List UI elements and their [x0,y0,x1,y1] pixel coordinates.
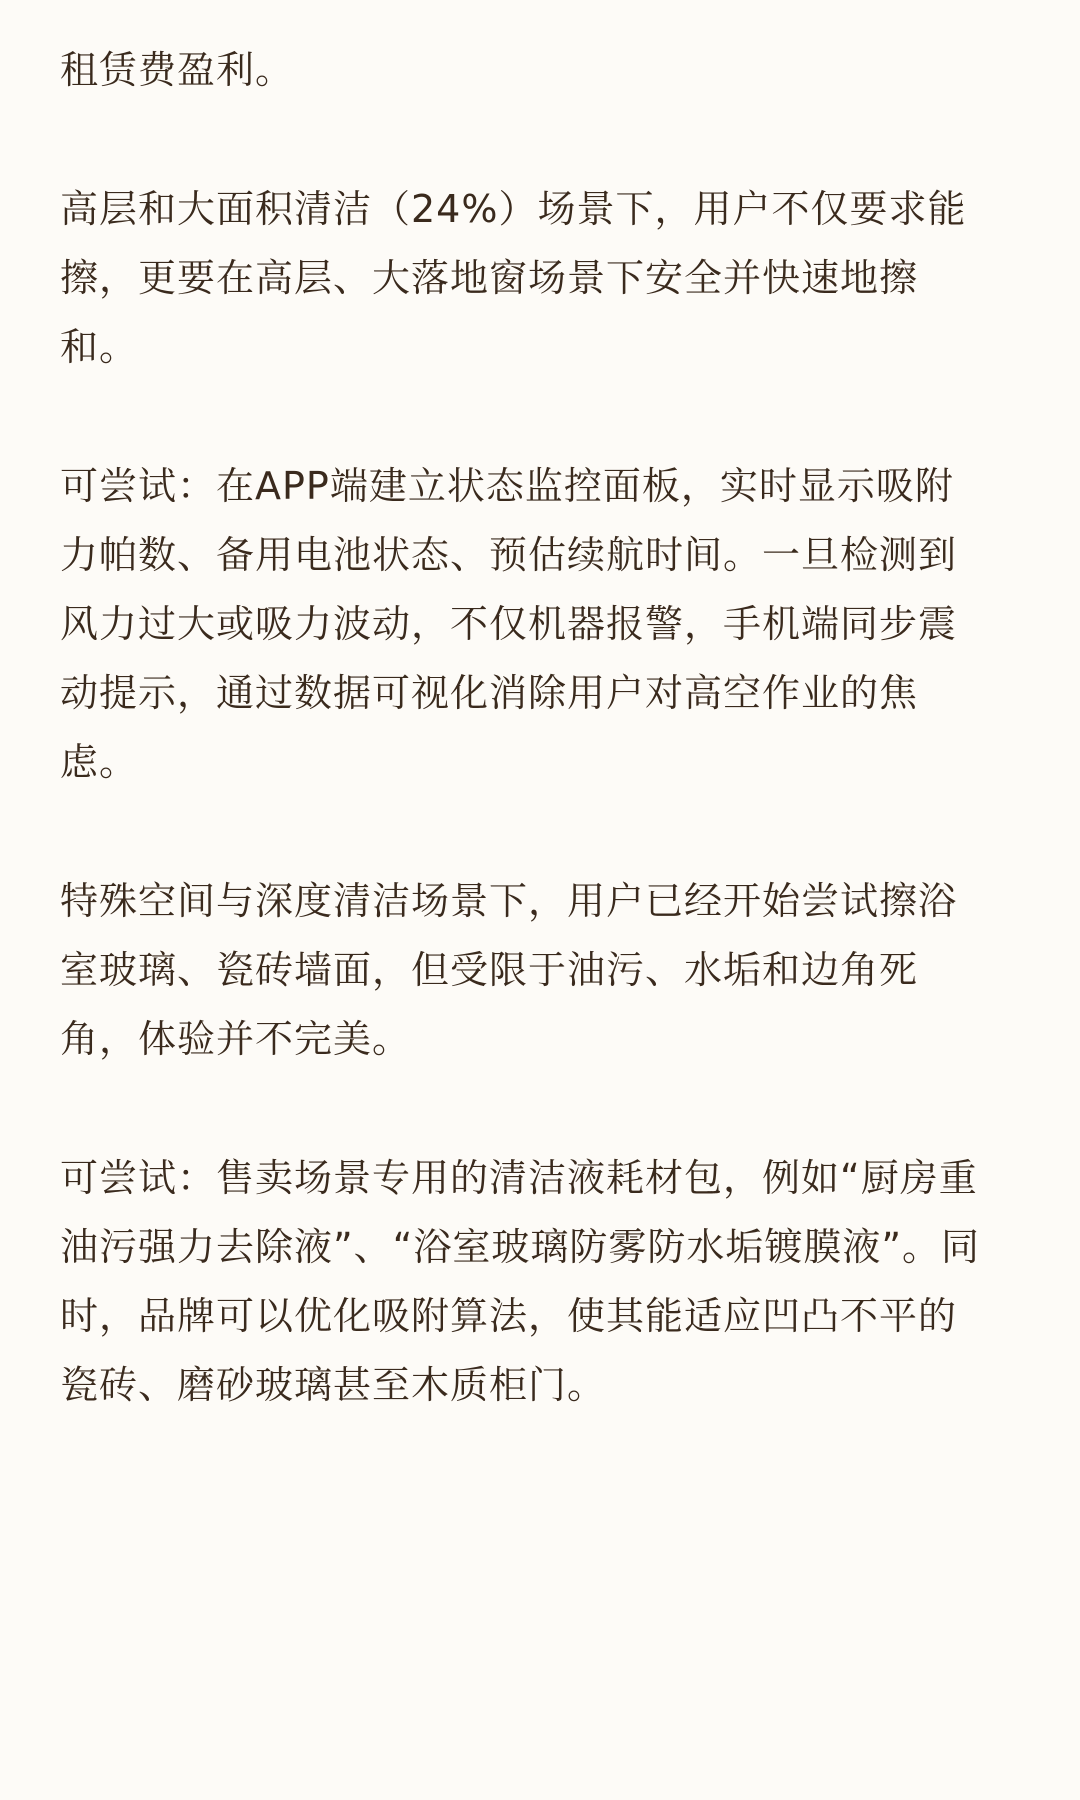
text-line: 特殊空间与深度清洁场景下，用户已经开始尝试擦浴 [60,879,958,923]
text-line: 可尝试：售卖场景专用的清洁液耗材包，例如“厨房重 [60,1156,978,1200]
paragraph-app-monitor-suggestion [60,452,1020,797]
text-line: 动提示，通过数据可视化消除用户对高空作业的焦 [60,671,919,715]
paragraph-consumables-suggestion [60,1144,1020,1420]
paragraph-gap [60,1074,1020,1144]
text-line: 油污强力去除液”、“浴室玻璃防雾防水垢镀膜液”。同 [60,1225,981,1269]
text-line: 角，体验并不完美。 [60,1017,412,1061]
text-line: 风力过大或吸力波动，不仅机器报警，手机端同步震 [60,602,958,646]
text-line: 擦，更要在高层、大落地窗场景下安全并快速地擦 [60,256,919,300]
paragraph-gap [60,382,1020,452]
text-line: 瓷砖、磨砂玻璃甚至木质柜门。 [60,1363,607,1407]
paragraph-gap [60,105,1020,175]
text-line: 室玻璃、瓷砖墙面，但受限于油污、水垢和边角死 [60,948,919,992]
paragraph-intro-end [60,36,1020,105]
text-line: 时，品牌可以优化吸附算法，使其能适应凹凸不平的 [60,1294,958,1338]
text-line: 可尝试：在APP端建立状态监控面板，实时显示吸附 [60,464,954,508]
text-line: 力帕数、备用电池状态、预估续航时间。一旦检测到 [60,533,958,577]
paragraph-deep-cleaning-scene [60,867,1020,1074]
paragraph-gap [60,797,1020,867]
text-line: 高层和大面积清洁（24%）场景下，用户不仅要求能 [60,187,967,231]
paragraph-high-rise-scene [60,175,1020,382]
text-line: 虑。 [60,740,139,784]
article-body [60,36,1020,1420]
text-line: 租赁费盈利。 [60,48,295,92]
text-line: 和。 [60,325,139,369]
